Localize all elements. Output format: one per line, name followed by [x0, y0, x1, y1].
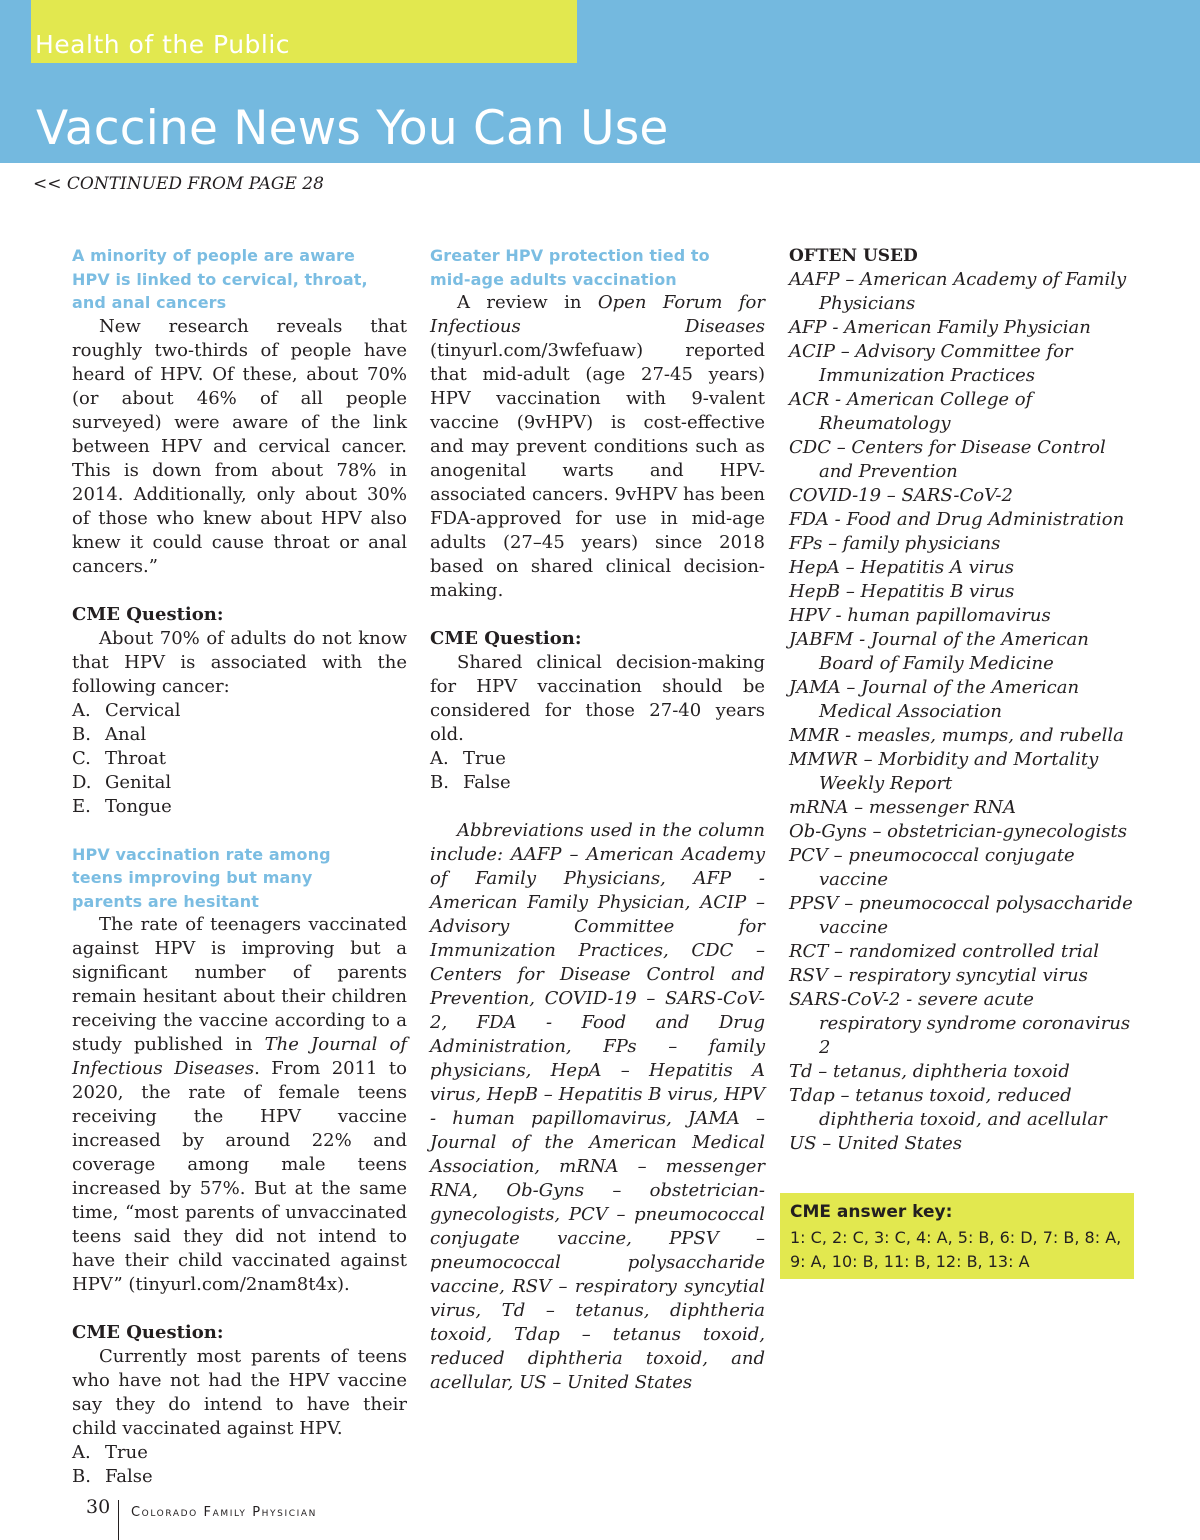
heading-line: and anal cancers: [72, 293, 227, 312]
column-2: [430, 244, 765, 1395]
abbreviation-item: FDA - Food and Drug Administration: [789, 509, 1125, 530]
article-body: [430, 291, 765, 603]
spacer: [72, 1297, 407, 1321]
heading-line: A minority of people are aware: [72, 246, 355, 265]
heading-line: mid-age adults vaccination: [430, 269, 677, 289]
abbreviation-item: FPs – family physicians: [789, 533, 1001, 554]
abbreviation-item: PCV – pneumococcal conjugate vaccine: [789, 845, 1075, 890]
heading-line: HPV vaccination rate among: [72, 844, 331, 864]
abbreviation-item: Ob-Gyns – obstetrician-gynecologists: [789, 821, 1127, 842]
abbreviation-item: US – United States: [789, 1133, 963, 1154]
column-3: [789, 244, 1134, 1156]
article-heading-hpv-awareness: [72, 244, 407, 315]
answer-option: [72, 795, 407, 819]
answer-option: [430, 747, 765, 771]
option-letter: A.: [430, 748, 449, 769]
abbreviation-item: HepA – Hepatitis A virus: [789, 557, 1014, 578]
option-text: True: [105, 1442, 148, 1463]
abbreviation-item: JAMA – Journal of the American Medical Association: [789, 677, 1080, 722]
answer-option: [72, 771, 407, 795]
abbreviation-item: Tdap – tetanus toxoid, reduced diphtheria toxoid, and acellular: [789, 1085, 1107, 1130]
abbreviation-item: ACR - American College of Rheumatology: [789, 389, 1033, 434]
abbreviation-item: ACIP – Advisory Committee for Immunization Practices: [789, 341, 1073, 386]
abbreviation-item: Td – tetanus, diphtheria toxoid: [789, 1061, 1070, 1082]
cme-question-label: CME Question:: [430, 628, 582, 649]
section-label: Health of the Public: [35, 30, 291, 59]
option-letter: D.: [72, 771, 92, 793]
continued-note: << CONTINUED FROM PAGE 28: [33, 174, 324, 194]
abbreviation-item: JABFM - Journal of the American Board of Family Medicine: [789, 629, 1089, 674]
often-used-title: OFTEN USED: [789, 246, 918, 266]
answer-option: [72, 1465, 407, 1489]
page-title: Vaccine News You Can Use: [36, 101, 669, 156]
article-body: New research reveals that roughly two-thirds of people have heard of HPV. Of these, about 70% (or about 46% of all people surveyed) were aware of the link between HPV and cervical cancer. This is down from about 78% in 2014. Additionally, only about 30% of those who knew about HPV also knew it could cause throat or anal cancers.”: [72, 315, 407, 577]
cme-question-text: Currently most parents of teens who have not had the HPV vaccine say they do intend to have their child vaccinated against HPV.: [72, 1346, 407, 1439]
cme-question-text: About 70% of adults do not know that HPV is associated with the following cancer:: [72, 627, 407, 697]
journal-name: The Journal of Infectious Diseases: [72, 1034, 407, 1079]
heading-line: HPV is linked to cervical, throat,: [72, 269, 368, 289]
abbreviation-item: MMWR – Morbidity and Mortality Weekly Report: [789, 749, 1099, 794]
abbreviation-list: [789, 268, 1134, 1156]
spacer: [430, 795, 765, 819]
abbreviation-item: MMR - measles, mumps, and rubella: [789, 725, 1124, 746]
header-banner: [0, 0, 1200, 163]
page-number: 30: [86, 1496, 111, 1518]
option-letter: B.: [72, 1466, 91, 1487]
spacer: [72, 819, 407, 843]
abbreviation-item: AFP - American Family Physician: [789, 317, 1091, 338]
article-heading-vaccination-rate: [72, 843, 407, 914]
answer-option: [72, 1441, 407, 1465]
cme-question-label: CME Question:: [72, 1322, 224, 1343]
option-text: False: [463, 772, 511, 793]
option-letter: A.: [72, 699, 91, 721]
option-text: True: [463, 748, 506, 769]
option-text: Genital: [105, 771, 172, 793]
spacer: [430, 603, 765, 627]
option-letter: B.: [72, 723, 91, 745]
section-tab: [31, 0, 577, 63]
option-letter: E.: [72, 795, 91, 817]
cme-question-text: Shared clinical decision-making for HPV vaccination should be considered for those 27-40 years old.: [430, 652, 765, 745]
body-text: . From 2011 to 2020, the rate of female teens receiving the HPV vaccine increased by around 22% and coverage among male teens increased by 57%. But at the same time, “most parents of unvaccinated teens said they did not intend to have their child vaccinated against HPV” (tinyurl.com/2nam8t4x).: [72, 1058, 407, 1295]
heading-line: teens improving but many: [72, 868, 313, 887]
abbreviation-item: RSV – respiratory syncytial virus: [789, 965, 1088, 986]
option-letter: C.: [72, 747, 91, 769]
option-text: Tongue: [105, 795, 172, 817]
option-letter: A.: [72, 1442, 91, 1463]
option-text: Throat: [105, 747, 167, 769]
journal-name: Open Forum for Infectious Diseases: [430, 292, 765, 337]
abbreviation-item: HPV - human papillomavirus: [789, 605, 1051, 626]
heading-line: parents are hesitant: [72, 891, 259, 911]
abbreviation-item: mRNA – messenger RNA: [789, 797, 1017, 818]
answer-option: [430, 771, 765, 795]
abbreviation-item: SARS-CoV-2 - severe acute respiratory syndrome coronavirus 2: [789, 989, 1131, 1058]
abbreviation-item: AAFP – American Academy of Family Physicians: [789, 269, 1127, 314]
option-text: False: [105, 1466, 153, 1487]
column-1: [72, 244, 407, 1489]
spacer: [72, 579, 407, 603]
article-heading-mid-age-protection: [430, 244, 765, 291]
answer-key-text: 1: C, 2: C, 3: C, 4: A, 5: B, 6: D, 7: B, 8: A, 9: A, 10: B, 11: B, 12: B, 13: A: [790, 1228, 1122, 1271]
option-letter: B.: [430, 772, 449, 793]
heading-line: Greater HPV protection tied to: [430, 246, 710, 265]
answer-option: [72, 699, 407, 723]
abbreviation-item: PPSV – pneumococcal polysaccharide vaccine: [789, 893, 1133, 938]
body-text: A review in: [457, 292, 598, 313]
abbreviation-item: COVID-19 – SARS-CoV-2: [789, 485, 1013, 506]
body-text: The rate of teenagers vaccinated against HPV is improving but a significant number of parents remain hesitant about their children receiving the vaccine according to a study published in: [72, 914, 407, 1055]
abbreviations-paragraph: Abbreviations used in the column include: AAFP – American Academy of Family Physicians, AFP - American Family Physician, ACIP – Advisory Committee for Immunization Practices, CDC – Centers for Disease Control and Prevention, COVID-19 – SARS-CoV-2, FDA - Food and Drug Administration, FPs – family physicians, HepA – Hepatitis A virus, HepB – Hepatitis B virus, HPV - human papillomavirus, JAMA – Journal of the American Medical Association, mRNA – messenger RNA, Ob-Gyns – obstetrician-gynecologists, PCV – pneumococcal conjugate vaccine, PPSV – pneumococcal polysaccharide vaccine, RSV – respiratory syncytial virus, Td – tetanus, diphtheria toxoid, Tdap – tetanus toxoid, reduced diphtheria toxoid, and acellular, US – United States: [430, 820, 765, 1393]
abbreviation-item: HepB – Hepatitis B virus: [789, 581, 1015, 602]
publication-name: Colorado Family Physician: [131, 1505, 317, 1520]
abbreviation-item: RCT – randomized controlled trial: [789, 941, 1099, 962]
option-text: Anal: [105, 723, 147, 745]
article-body: [72, 913, 407, 1297]
answer-option: [72, 747, 407, 771]
body-text: (tinyurl.com/3wfefuaw) reported that mid-adult (age 27-45 years) HPV vaccination with 9-valent vaccine (9vHPV) is cost-effective and may prevent conditions such as anogenital warts and HPV-associated cancers. 9vHPV has been FDA-approved for use in mid-age adults (27–45 years) since 2018 based on shared clinical decision-making.: [430, 340, 765, 601]
cme-answer-key-box: [780, 1193, 1134, 1279]
footer-divider: [118, 1500, 119, 1540]
cme-question-label: CME Question:: [72, 603, 224, 625]
answer-option: [72, 723, 407, 747]
answer-key-title: CME answer key:: [790, 1202, 953, 1222]
option-text: Cervical: [105, 699, 181, 721]
abbreviation-item: CDC – Centers for Disease Control and Prevention: [789, 437, 1106, 482]
